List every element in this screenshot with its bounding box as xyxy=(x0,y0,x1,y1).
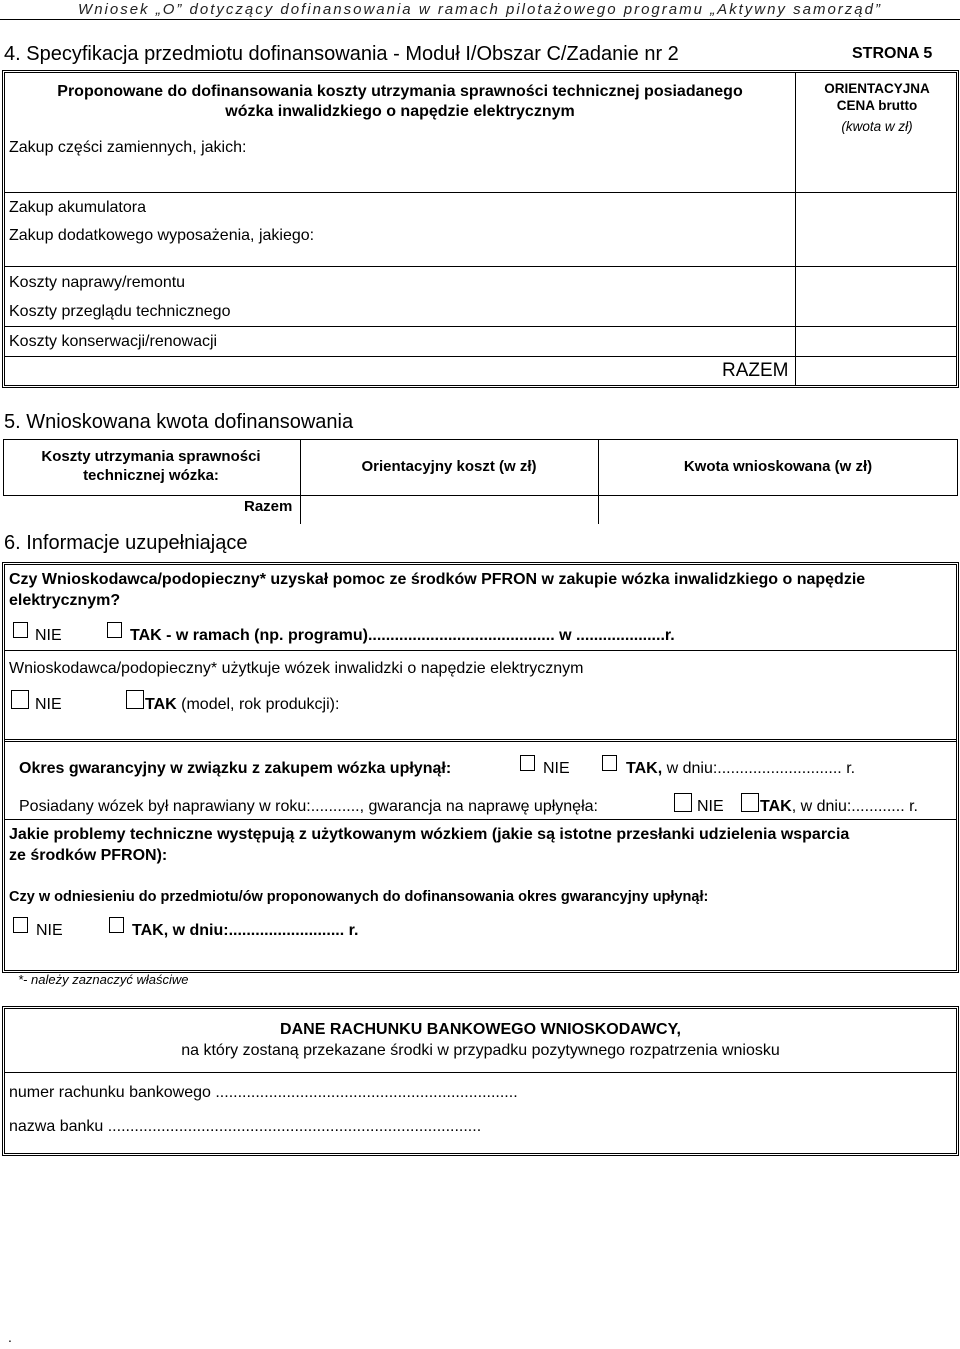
q2-nie-label: NIE xyxy=(35,696,62,713)
q4-nie-label: NIE xyxy=(697,798,724,815)
subject-line-1: Proponowane do dofinansowania koszty utrzymania sprawności technicznej posiadanego xyxy=(57,83,743,100)
spec-table-row-divider xyxy=(5,326,956,327)
section-6-title: 6. Informacje uzupełniające xyxy=(4,532,248,554)
section-4-title: 4. Specyfikacja przedmiotu dofinansowania - Moduł I/Obszar C/Zadanie nr 2 xyxy=(4,43,679,65)
document-header: Wniosek „O” dotyczący dofinansowania w ramach pilotażowego programu „Aktywny samorząd” xyxy=(78,1,882,18)
item-inspection: Koszty przeglądu technicznego xyxy=(9,303,231,320)
amount-col2-header: Orientacyjny koszt (w zł) xyxy=(361,458,537,475)
q4-tak-label: TAK, w dniu:............ r. xyxy=(760,798,918,815)
q3-tak-checkbox[interactable] xyxy=(602,755,617,771)
q6-tak-checkbox[interactable] xyxy=(109,917,124,933)
q4-question: Posiadany wózek był naprawiany w roku:..........., gwarancja na naprawę upłynęła: xyxy=(19,798,598,815)
q3-nie-label: NIE xyxy=(543,760,570,777)
q3-nie-checkbox[interactable] xyxy=(520,755,535,771)
q6-tak-label: TAK, w dniu:.......................... r. xyxy=(132,922,359,939)
footer-mark: . xyxy=(8,1329,12,1345)
q6-nie-label: NIE xyxy=(36,922,63,939)
price-header-line-2: CENA brutto xyxy=(836,98,918,113)
bank-title: DANE RACHUNKU BANKOWEGO WNIOSKODAWCY, xyxy=(280,1021,681,1038)
q1-nie-checkbox[interactable] xyxy=(13,622,28,638)
q2-tak-label: TAK (model, rok produkcji): xyxy=(145,696,340,713)
amount-table-col-divider xyxy=(300,439,301,524)
subject-line-2: wózka inwalidzkiego o napędzie elektrycznym xyxy=(225,103,575,120)
amount-table-col-divider xyxy=(598,439,599,524)
spec-total-label: RAZEM xyxy=(722,360,789,381)
info-box-divider xyxy=(5,819,956,820)
q2-tak-checkbox[interactable] xyxy=(126,690,144,709)
spec-table-row-divider xyxy=(5,192,956,193)
q1-line-2: elektrycznym? xyxy=(9,592,121,609)
q4-tak-checkbox[interactable] xyxy=(741,793,759,812)
q1-nie-label: NIE xyxy=(35,627,62,644)
q1-tak-label: TAK - w ramach (np. programu).......................................... w ....................r. xyxy=(130,627,675,644)
price-header-line-1: ORIENTACYJNA xyxy=(824,81,930,96)
bank-name-field[interactable]: nazwa banku .................................................................................... xyxy=(9,1118,482,1135)
item-spare-parts: Zakup części zamiennych, jakich: xyxy=(9,139,247,156)
bank-account-field[interactable]: numer rachunku bankowego .................................................................... xyxy=(9,1084,518,1101)
q1-tak-checkbox[interactable] xyxy=(107,622,122,638)
footnote: *- należy zaznaczyć właściwe xyxy=(18,972,189,987)
info-box-divider-double xyxy=(5,739,956,742)
spec-table-row-divider xyxy=(5,266,956,267)
price-header-line-3: (kwota w zł) xyxy=(841,119,913,134)
item-battery: Zakup akumulatora xyxy=(9,199,146,216)
header-divider xyxy=(0,19,960,20)
spec-table-col-divider xyxy=(795,72,796,386)
item-repair: Koszty naprawy/remontu xyxy=(9,274,186,291)
item-maintenance: Koszty konserwacji/renowacji xyxy=(9,333,218,350)
q6-question: Czy w odniesieniu do przedmiotu/ów proponowanych do dofinansowania okres gwarancyjny upłynął: xyxy=(9,889,709,905)
spec-table-row-divider xyxy=(5,356,956,357)
q2-nie-checkbox[interactable] xyxy=(11,690,29,709)
q3-question: Okres gwarancyjny w związku z zakupem wózka upłynął: xyxy=(19,760,452,777)
amount-total-label: Razem xyxy=(244,498,293,515)
bank-subtitle: na który zostaną przekazane środki w przypadku pozytywnego rozpatrzenia wniosku xyxy=(181,1042,780,1059)
item-extra-equipment: Zakup dodatkowego wyposażenia, jakiego: xyxy=(9,227,315,244)
amount-col1-line-2: technicznej wózka: xyxy=(83,467,219,484)
q3-tak-label: TAK, w dniu:............................ r. xyxy=(626,760,856,777)
amount-col1-line-1: Koszty utrzymania sprawności xyxy=(41,448,261,465)
amount-col3-header: Kwota wnioskowana (w zł) xyxy=(683,458,873,475)
q4-nie-checkbox[interactable] xyxy=(674,793,692,812)
q6-nie-checkbox[interactable] xyxy=(13,917,28,933)
q5-line-1: Jakie problemy techniczne występują z użytkowanym wózkiem (jakie są istotne przesłanki udzielenia wsparcia xyxy=(9,826,850,843)
page-label: STRONA 5 xyxy=(852,45,933,62)
section-5-title: 5. Wnioskowana kwota dofinansowania xyxy=(4,411,354,433)
bank-divider xyxy=(5,1072,956,1073)
info-box-divider xyxy=(5,650,956,651)
q2-question: Wnioskodawca/podopieczny* użytkuje wózek inwalidzki o napędzie elektrycznym xyxy=(9,660,584,677)
q5-line-2: ze środków PFRON): xyxy=(9,847,168,864)
q1-line-1: Czy Wnioskodawca/podopieczny* uzyskał pomoc ze środków PFRON w zakupie wózka inwalidzkiego o napędzie xyxy=(9,571,866,588)
